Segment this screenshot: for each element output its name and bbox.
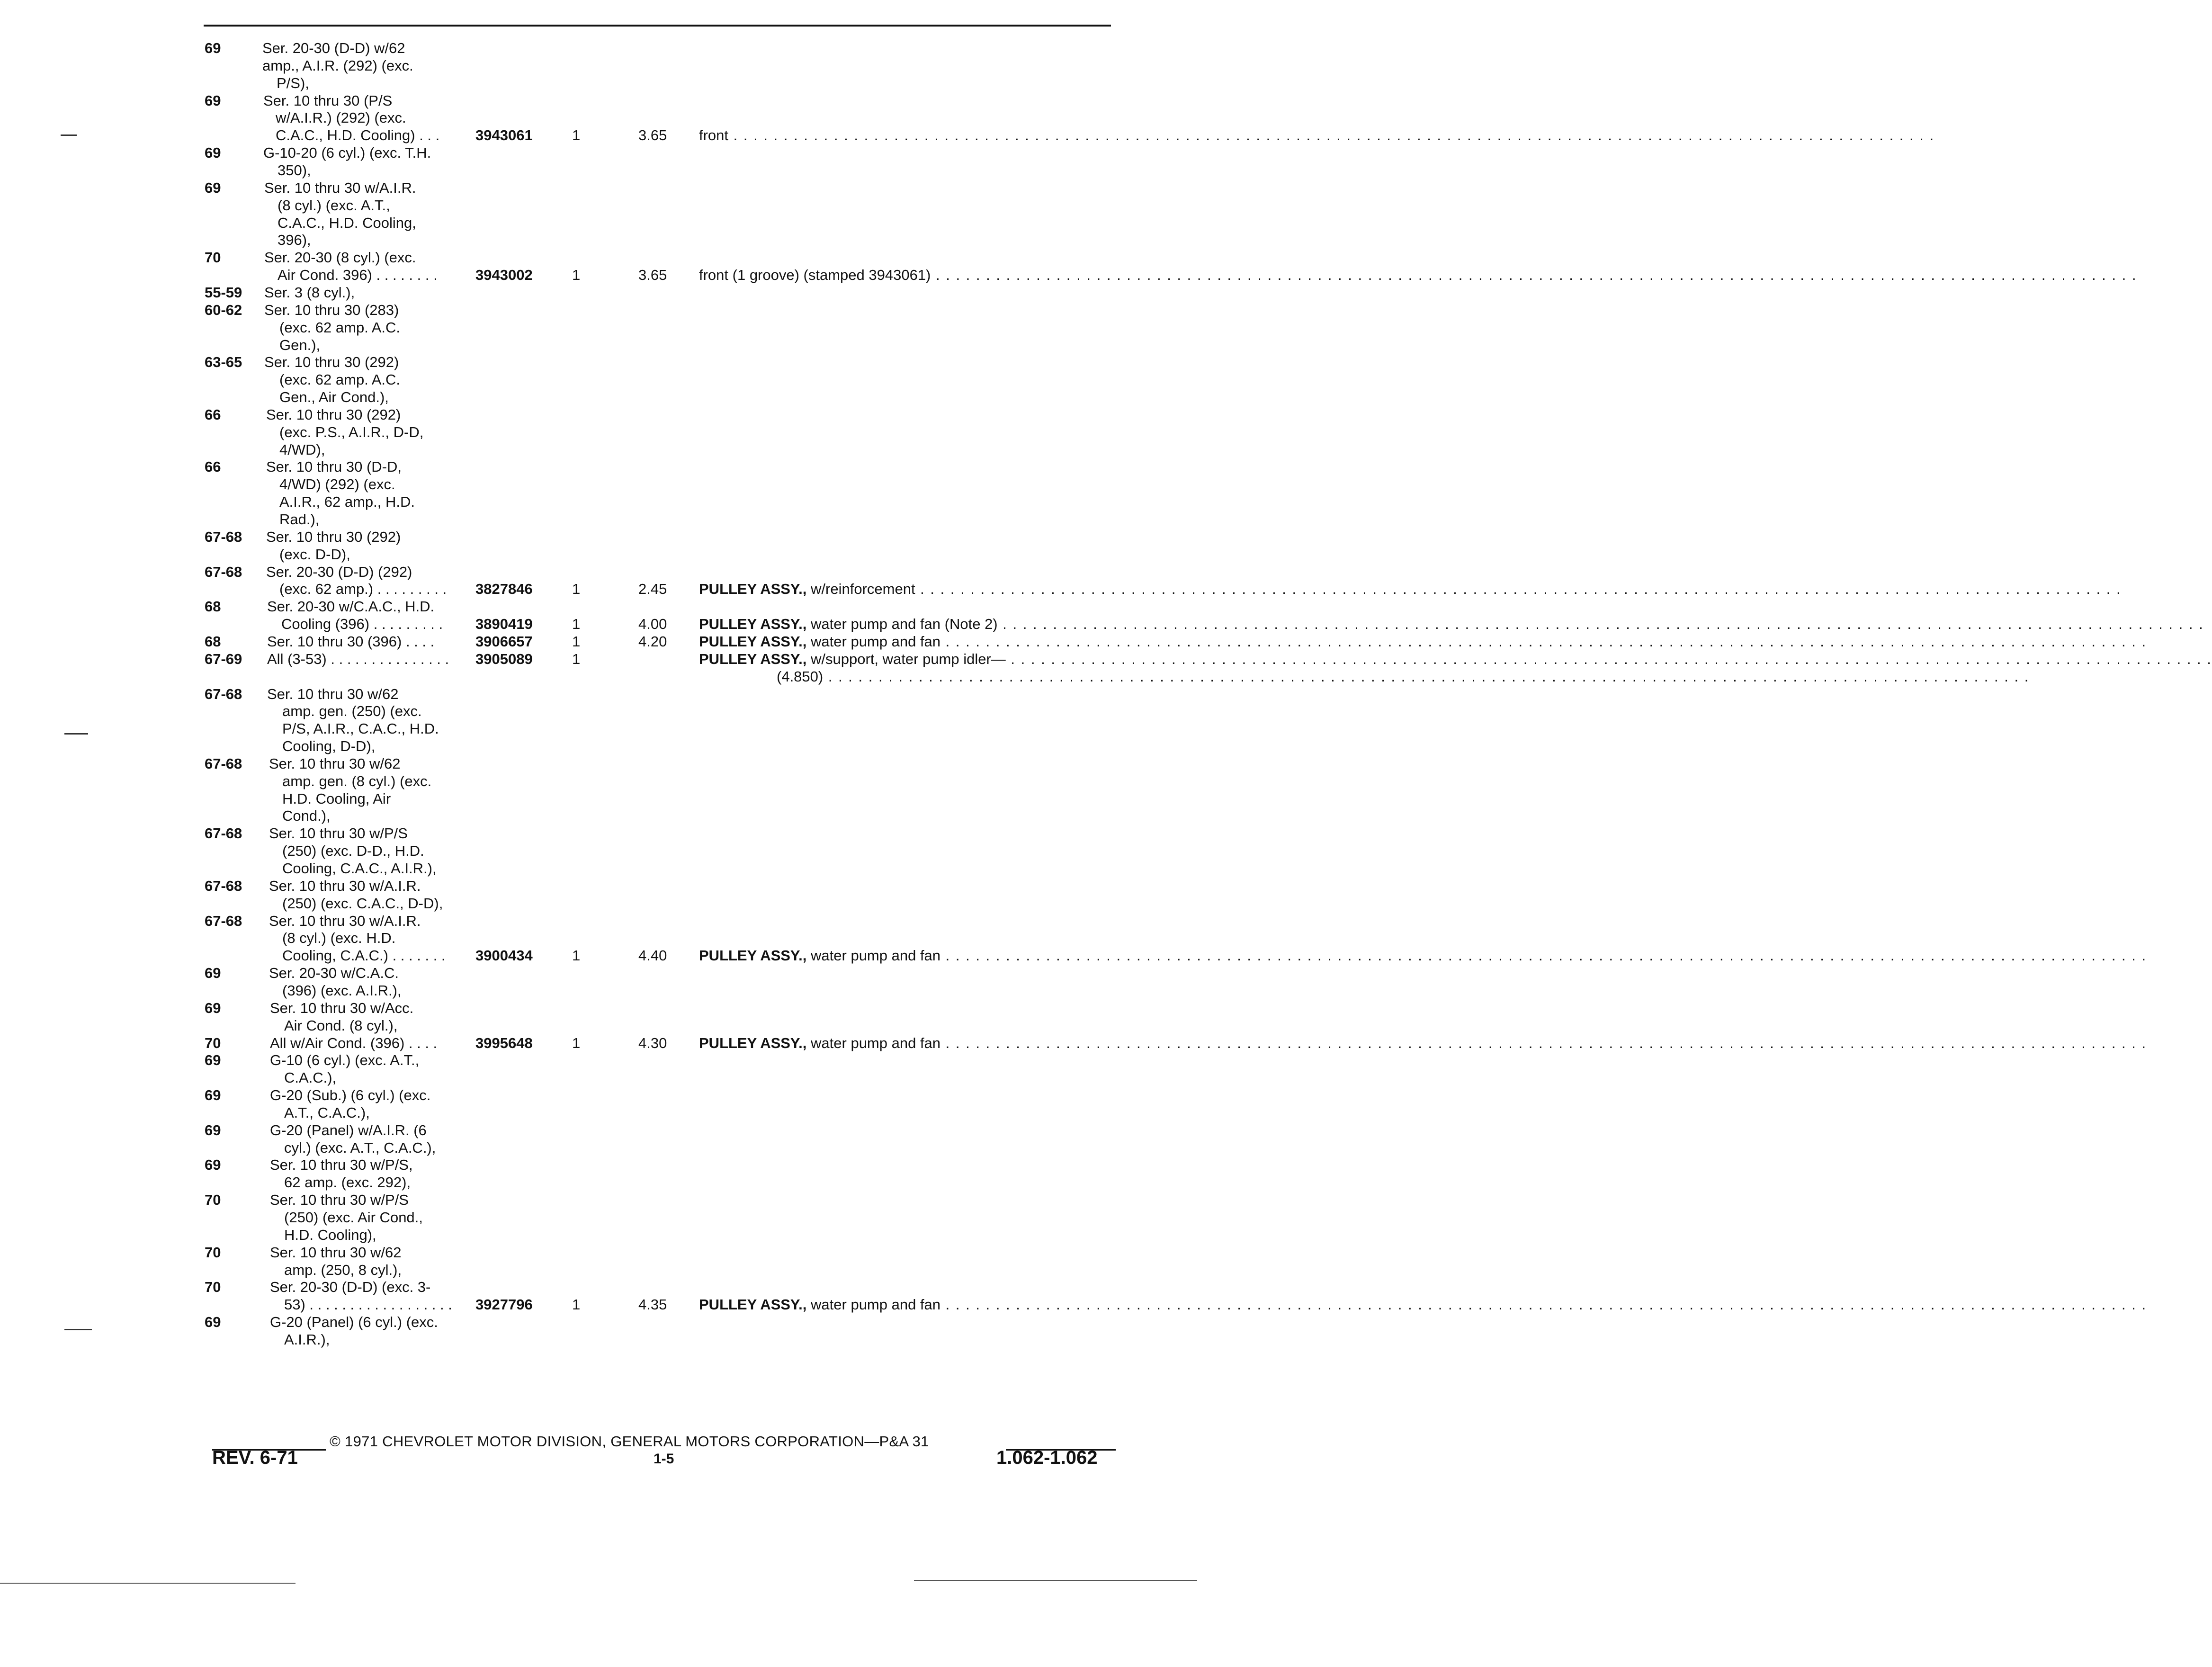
quantity: 1 bbox=[572, 650, 581, 667]
application-line bbox=[0, 476, 1197, 495]
application-text: Ser. 20-30 (D-D) w/62 bbox=[262, 40, 405, 56]
quantity: 1 bbox=[572, 633, 581, 650]
application-line bbox=[0, 703, 1197, 722]
model-year: 69 bbox=[205, 1087, 221, 1103]
application-line bbox=[0, 1279, 1197, 1298]
application-line bbox=[0, 337, 1197, 356]
copyright-line: © 1971 CHEVROLET MOTOR DIVISION, GENERAL MOTORS CORPORATION—P&A 31 bbox=[330, 1433, 929, 1450]
part-row bbox=[0, 947, 2147, 966]
dot-leader: . . . . . . . . . . . . . . . . . . . . . . . . . . . . . . . . . . . . . . . . . . . . . . . . . . . . . . . . . . . . . . . . . . . . . . . . . . . . . . . . . . . . . . . . . . . . . . . . . . . . . . . . . . . . . . . . . . . . . . . . bbox=[931, 267, 2137, 283]
part-name: PULLEY ASSY., bbox=[699, 616, 807, 632]
model-year: 67-68 bbox=[205, 912, 242, 929]
application-text: G-20 (Panel) w/A.I.R. (6 bbox=[270, 1121, 427, 1138]
quantity: 1 bbox=[572, 1034, 581, 1051]
part-name: PULLEY ASSY., bbox=[699, 1034, 807, 1051]
application-line bbox=[0, 197, 1197, 216]
application-text: Cooling, D-D), bbox=[282, 738, 376, 754]
application-text: Ser. 10 thru 30 (292) bbox=[266, 406, 401, 423]
application-line bbox=[0, 930, 1197, 949]
application-line bbox=[0, 773, 1197, 792]
application-line bbox=[0, 1156, 1197, 1175]
model-year: 67-68 bbox=[205, 685, 242, 702]
application-line bbox=[0, 1314, 1197, 1333]
application-text: C.A.C., H.D. Cooling, bbox=[278, 214, 416, 231]
application-line bbox=[0, 1174, 1197, 1193]
header-rule bbox=[204, 25, 1111, 27]
application-line bbox=[0, 92, 1197, 111]
part-row bbox=[0, 581, 2122, 600]
application-text: Cooling, C.A.C.) . . . . . . . bbox=[282, 947, 446, 964]
application-line bbox=[0, 354, 1197, 373]
application-text: Gen.), bbox=[279, 336, 321, 353]
part-description bbox=[699, 616, 2204, 633]
model-year: 69 bbox=[205, 1314, 221, 1331]
model-year: 67-68 bbox=[205, 755, 242, 772]
part-name: PULLEY ASSY., bbox=[699, 633, 807, 650]
price: 4.00 bbox=[638, 616, 667, 632]
application-line bbox=[0, 1244, 1197, 1263]
part-description bbox=[699, 947, 2147, 964]
application-text: Ser. 10 thru 30 (283) bbox=[264, 301, 399, 318]
part-number: 3943061 bbox=[475, 127, 533, 144]
application-line bbox=[0, 1227, 1197, 1246]
dot-leader: . . . . . . . . . . . . . . . . . . . . . . . . . . . . . . . . . . . . . . . . . . . . . . . . . . . . . . . . . . . . . . . . . . . . . . . . . . . . . . . . . . . . . . . . . . . . . . . . . . . . . . . . . . . . . . . . . . . . . . . . bbox=[823, 668, 2030, 685]
application-text: Ser. 10 thru 30 (292) bbox=[266, 528, 401, 545]
part-name: PULLEY ASSY., bbox=[699, 581, 807, 598]
dot-leader: . . . . . . . . . . . . . . . . . . . . . . . . . . . . . . . . . . . . . . . . . . . . . . . . . . . . . . . . . . . . . . . . . . . . . . . . . . . . . . . . . . . . . . . . . . . . . . . . . . . . . . . . . . . . . . . . . . . . . . . . bbox=[915, 581, 2122, 598]
application-text: 4/WD) (292) (exc. bbox=[279, 476, 395, 493]
application-line bbox=[0, 546, 1197, 565]
part-number: 3927796 bbox=[475, 1296, 533, 1313]
application-line bbox=[0, 389, 1197, 408]
application-text: (exc. 62 amp.) . . . . . . . . . bbox=[279, 581, 447, 598]
application-text: 350), bbox=[278, 161, 311, 179]
application-text: Ser. 10 thru 30 w/A.I.R. bbox=[269, 877, 421, 894]
application-text: Cooling (396) . . . . . . . . . bbox=[281, 616, 443, 632]
model-year: 67-69 bbox=[205, 650, 242, 667]
application-line bbox=[0, 860, 1197, 879]
description-text: water pump and fan bbox=[811, 633, 941, 650]
part-row bbox=[0, 650, 2212, 670]
quantity: 1 bbox=[572, 127, 581, 144]
application-text: (exc. P.S., A.I.R., D-D, bbox=[279, 423, 424, 440]
application-text: G-10 (6 cyl.) (exc. A.T., bbox=[270, 1052, 420, 1069]
application-line bbox=[0, 109, 1197, 128]
description-text: water pump and fan (Note 2) bbox=[811, 616, 998, 632]
application-text: Air Cond. 396) . . . . . . . . bbox=[278, 267, 438, 283]
application-line bbox=[0, 371, 1197, 390]
application-text: 396), bbox=[278, 232, 311, 249]
application-line bbox=[0, 1262, 1197, 1281]
part-number: 3827846 bbox=[475, 581, 533, 598]
description-text: (4.850) bbox=[777, 668, 824, 685]
application-line bbox=[0, 319, 1197, 338]
application-text: H.D. Cooling, Air bbox=[282, 790, 391, 807]
application-line bbox=[0, 75, 1197, 94]
model-year: 70 bbox=[205, 1244, 221, 1261]
model-year: 67-68 bbox=[205, 563, 242, 580]
part-row bbox=[0, 127, 1935, 146]
model-year: 69 bbox=[205, 1052, 221, 1069]
part-number: 3890419 bbox=[475, 616, 533, 632]
price: 4.40 bbox=[638, 947, 667, 964]
application-text: Ser. 10 thru 30 w/A.I.R. bbox=[269, 912, 421, 929]
application-text: (396) (exc. A.I.R.), bbox=[282, 982, 402, 999]
price: 2.45 bbox=[638, 581, 667, 598]
application-line bbox=[0, 668, 2030, 687]
application-line bbox=[0, 284, 1197, 303]
application-line bbox=[0, 1331, 1197, 1350]
application-text: Ser. 10 thru 30 w/P/S bbox=[269, 825, 408, 842]
application-text: A.T., C.A.C.), bbox=[284, 1104, 370, 1121]
model-year: 63-65 bbox=[205, 354, 242, 371]
application-line bbox=[0, 1087, 1197, 1106]
application-text: Ser. 3 (8 cyl.), bbox=[264, 284, 355, 301]
application-line bbox=[0, 179, 1197, 198]
application-line bbox=[0, 215, 1197, 233]
model-year: 69 bbox=[205, 1121, 221, 1138]
part-description bbox=[699, 581, 2122, 598]
part-description bbox=[699, 127, 1935, 144]
application-text: A.I.R.), bbox=[284, 1331, 330, 1348]
application-line bbox=[0, 144, 1197, 163]
application-text: Cond.), bbox=[282, 807, 331, 825]
model-year: 68 bbox=[205, 633, 221, 650]
dot-leader: . . . . . . . . . . . . . . . . . . . . . . . . . . . . . . . . . . . . . . . . . . . . . . . . . . . . . . . . . . . . . . . . . . . . . . . . . . . . . . . . . . . . . . . . . . . . . . . . . . . . . . . . . . . . . . . . . . . . . . . . bbox=[728, 127, 1935, 144]
application-text: Gen., Air Cond.), bbox=[279, 389, 389, 405]
application-text: amp., A.I.R. (292) (exc. bbox=[262, 57, 413, 74]
application-text: C.A.C.), bbox=[284, 1069, 337, 1086]
application-text: amp. gen. (250) (exc. bbox=[282, 703, 422, 720]
model-year: 70 bbox=[205, 249, 221, 266]
application-line bbox=[0, 1192, 1197, 1210]
revision-label: REV. 6-71 bbox=[212, 1447, 298, 1468]
model-year: 70 bbox=[205, 1192, 221, 1209]
model-year: 68 bbox=[205, 598, 221, 615]
application-text: cyl.) (exc. A.T., C.A.C.), bbox=[284, 1139, 436, 1156]
application-line bbox=[0, 842, 1197, 861]
application-text: H.D. Cooling), bbox=[284, 1226, 376, 1243]
application-line bbox=[0, 40, 1197, 59]
part-number: 3943002 bbox=[475, 267, 533, 283]
part-description bbox=[699, 1034, 2147, 1052]
application-line bbox=[0, 982, 1197, 1001]
application-text: Ser. 20-30 (8 cyl.) (exc. bbox=[264, 249, 416, 266]
bottom-scan-line bbox=[0, 1583, 296, 1584]
application-text: Ser. 10 thru 30 w/P/S bbox=[270, 1192, 409, 1209]
application-line bbox=[0, 807, 1197, 826]
application-text: All (3-53) . . . . . . . . . . . . . . . bbox=[267, 650, 449, 667]
model-year: 69 bbox=[205, 179, 221, 196]
application-text: Ser. 20-30 w/C.A.C., H.D. bbox=[267, 598, 435, 615]
part-number: 3906657 bbox=[475, 633, 533, 650]
application-line bbox=[0, 1139, 1197, 1158]
application-line bbox=[0, 564, 1197, 583]
application-text: amp. gen. (8 cyl.) (exc. bbox=[282, 772, 432, 789]
application-text: (8 cyl.) (exc. A.T., bbox=[278, 197, 390, 214]
application-line bbox=[0, 825, 1197, 844]
application-line bbox=[0, 302, 1197, 321]
part-description bbox=[699, 633, 2147, 650]
part-row bbox=[0, 616, 2204, 635]
part-row bbox=[0, 633, 2147, 652]
application-line bbox=[0, 1052, 1197, 1071]
model-year: 67-68 bbox=[205, 877, 242, 894]
quantity: 1 bbox=[572, 1296, 581, 1313]
model-year: 69 bbox=[205, 1156, 221, 1174]
model-year: 69 bbox=[205, 92, 221, 109]
application-text: Ser. 20-30 w/C.A.C. bbox=[269, 965, 399, 982]
application-text: Ser. 10 thru 30 (D-D, bbox=[266, 458, 402, 475]
application-line bbox=[0, 529, 1197, 547]
page-number: 1-5 bbox=[654, 1451, 674, 1467]
application-line bbox=[0, 878, 1197, 896]
application-line bbox=[0, 1017, 1197, 1036]
description-text: w/reinforcement bbox=[811, 581, 915, 598]
quantity: 1 bbox=[572, 947, 581, 964]
price: 4.30 bbox=[638, 1034, 667, 1051]
application-text: Ser. 20-30 (D-D) (292) bbox=[266, 563, 412, 580]
application-text: (exc. 62 amp. A.C. bbox=[279, 319, 400, 336]
application-text: G-20 (Sub.) (6 cyl.) (exc. bbox=[270, 1087, 431, 1103]
model-year: 66 bbox=[205, 406, 221, 423]
application-line bbox=[0, 232, 1197, 251]
part-name: PULLEY ASSY., bbox=[699, 650, 807, 667]
description-text: water pump and fan bbox=[811, 1034, 941, 1051]
application-line bbox=[0, 598, 1197, 617]
part-description bbox=[699, 267, 2137, 284]
application-text: (250) (exc. D-D., H.D. bbox=[282, 842, 424, 860]
dot-leader: . . . . . . . . . . . . . . . . . . . . . . . . . . . . . . . . . . . . . . . . . . . . . . . . . . . . . . . . . . . . . . . . . . . . . . . . . . . . . . . . . . . . . . . . . . . . . . . . . . . . . . . . . . . . . . . . . . . . . . . . bbox=[940, 1034, 2147, 1051]
description-text: front bbox=[699, 127, 729, 144]
application-text: Ser. 10 thru 30 w/P/S, bbox=[270, 1156, 413, 1174]
part-row bbox=[0, 1034, 2147, 1054]
description-text: w/support, water pump idler— bbox=[811, 650, 1006, 667]
application-text: (250) (exc. C.A.C., D-D), bbox=[282, 895, 443, 912]
dot-leader: . . . . . . . . . . . . . . . . . . . . . . . . . . . . . . . . . . . . . . . . . . . . . . . . . . . . . . . . . . . . . . . . . . . . . . . . . . . . . . . . . . . . . . . . . . . . . . . . . . . . . . . . . . . . . . . . . . . . . . . . bbox=[1005, 650, 2212, 667]
application-line bbox=[0, 738, 1197, 757]
model-year: 60-62 bbox=[205, 301, 242, 318]
application-text: Rad.), bbox=[279, 511, 320, 528]
quantity: 1 bbox=[572, 616, 581, 632]
part-description bbox=[699, 1296, 2147, 1313]
application-text: Ser. 10 thru 30 (396) . . . . bbox=[267, 633, 435, 650]
price: 4.20 bbox=[638, 633, 667, 650]
dot-leader: . . . . . . . . . . . . . . . . . . . . . . . . . . . . . . . . . . . . . . . . . . . . . . . . . . . . . . . . . . . . . . . . . . . . . . . . . . . . . . . . . . . . . . . . . . . . . . . . . . . . . . . . . . . . . . . . . . . . . . . . bbox=[940, 1296, 2147, 1313]
application-text: Ser. 10 thru 30 w/62 bbox=[267, 685, 399, 702]
application-line bbox=[0, 755, 1197, 774]
application-text: Ser. 10 thru 30 w/A.I.R. bbox=[264, 179, 416, 196]
application-line bbox=[0, 493, 1197, 512]
part-name: PULLEY ASSY., bbox=[699, 947, 807, 964]
application-text: P/S, A.I.R., C.A.C., H.D. bbox=[282, 720, 439, 737]
application-text: w/A.I.R.) (292) (exc. bbox=[276, 109, 406, 126]
model-year: 69 bbox=[205, 999, 221, 1016]
application-text: P/S), bbox=[277, 74, 309, 91]
application-text: A.I.R., 62 amp., H.D. bbox=[279, 493, 415, 511]
model-year: 66 bbox=[205, 458, 221, 475]
application-text: Ser. 10 thru 30 (292) bbox=[264, 354, 399, 371]
application-line bbox=[0, 249, 1197, 268]
part-description bbox=[777, 668, 2030, 685]
application-line bbox=[0, 1209, 1197, 1228]
price: 3.65 bbox=[638, 127, 667, 144]
application-text: (250) (exc. Air Cond., bbox=[284, 1209, 423, 1226]
application-line bbox=[0, 1069, 1197, 1088]
bottom-scan-line bbox=[914, 1580, 1197, 1581]
application-text: 62 amp. (exc. 292), bbox=[284, 1174, 411, 1191]
part-name: PULLEY ASSY., bbox=[699, 1296, 807, 1313]
section-number: 1.062-1.062 bbox=[996, 1447, 1098, 1468]
quantity: 1 bbox=[572, 267, 581, 283]
model-year: 67-68 bbox=[205, 825, 242, 842]
application-text: (exc. D-D), bbox=[279, 546, 350, 563]
application-line bbox=[0, 406, 1197, 425]
application-line bbox=[0, 458, 1197, 477]
part-description bbox=[699, 650, 2212, 668]
application-line bbox=[0, 1104, 1197, 1123]
application-line bbox=[0, 686, 1197, 705]
application-line bbox=[0, 965, 1197, 984]
application-text: G-20 (Panel) (6 cyl.) (exc. bbox=[270, 1314, 438, 1331]
application-text: Ser. 20-30 (D-D) (exc. 3- bbox=[270, 1279, 431, 1296]
application-line bbox=[0, 162, 1197, 181]
model-year: 69 bbox=[205, 965, 221, 982]
model-year: 55-59 bbox=[205, 284, 242, 301]
description-text: water pump and fan bbox=[811, 947, 941, 964]
application-text: Cooling, C.A.C., A.I.R.), bbox=[282, 860, 437, 877]
model-year: 69 bbox=[205, 144, 221, 161]
application-line bbox=[0, 790, 1197, 809]
application-text: All w/Air Cond. (396) . . . . bbox=[270, 1034, 438, 1051]
part-number: 3995648 bbox=[475, 1034, 533, 1051]
application-line bbox=[0, 720, 1197, 739]
application-text: Ser. 10 thru 30 w/62 bbox=[270, 1244, 402, 1261]
price: 3.65 bbox=[638, 267, 667, 283]
model-year: 67-68 bbox=[205, 528, 242, 545]
part-row bbox=[0, 1296, 2147, 1315]
application-text: Ser. 10 thru 30 w/62 bbox=[269, 755, 401, 772]
application-text: amp. (250, 8 cyl.), bbox=[284, 1261, 402, 1278]
price: 4.35 bbox=[638, 1296, 667, 1313]
application-line bbox=[0, 511, 1197, 530]
part-row bbox=[0, 267, 2137, 286]
description-text: front (1 groove) (stamped 3943061) bbox=[699, 267, 931, 283]
application-text: 4/WD), bbox=[279, 441, 325, 458]
application-line bbox=[0, 1122, 1197, 1141]
application-line bbox=[0, 895, 1197, 914]
application-line bbox=[0, 913, 1197, 932]
application-line bbox=[0, 441, 1197, 460]
description-text: water pump and fan bbox=[811, 1296, 941, 1313]
dot-leader: . . . . . . . . . . . . . . . . . . . . . . . . . . . . . . . . . . . . . . . . . . . . . . . . . . . . . . . . . . . . . . . . . . . . . . . . . . . . . . . . . . . . . . . . . . . . . . . . . . . . . . . . . . . . . . . . . . . . . . . . bbox=[940, 947, 2147, 964]
part-number: 3900434 bbox=[475, 947, 533, 964]
application-text: C.A.C., H.D. Cooling) . . . bbox=[276, 127, 440, 144]
application-text: Ser. 10 thru 30 w/Acc. bbox=[270, 999, 414, 1016]
application-line bbox=[0, 57, 1197, 76]
application-line bbox=[0, 1000, 1197, 1019]
application-text: (8 cyl.) (exc. H.D. bbox=[282, 930, 396, 947]
application-text: (exc. 62 amp. A.C. bbox=[279, 371, 400, 388]
application-text: Ser. 10 thru 30 (P/S bbox=[263, 92, 393, 109]
application-line bbox=[0, 424, 1197, 443]
application-text: G-10-20 (6 cyl.) (exc. T.H. bbox=[263, 144, 431, 161]
application-text: Air Cond. (8 cyl.), bbox=[284, 1017, 398, 1034]
quantity: 1 bbox=[572, 581, 581, 598]
model-year: 70 bbox=[205, 1034, 221, 1051]
dot-leader: . . . . . . . . . . . . . . . . . . . . . . . . . . . . . . . . . . . . . . . . . . . . . . . . . . . . . . . . . . . . . . . . . . . . . . . . . . . . . . . . . . . . . . . . . . . . . . . . . . . . . . . . . . . . . . . . . . . . . . . . bbox=[997, 616, 2204, 632]
application-text: 53) . . . . . . . . . . . . . . . . . . bbox=[284, 1296, 452, 1313]
model-year: 70 bbox=[205, 1279, 221, 1296]
model-year: 69 bbox=[205, 40, 221, 56]
part-number: 3905089 bbox=[475, 650, 533, 667]
dot-leader: . . . . . . . . . . . . . . . . . . . . . . . . . . . . . . . . . . . . . . . . . . . . . . . . . . . . . . . . . . . . . . . . . . . . . . . . . . . . . . . . . . . . . . . . . . . . . . . . . . . . . . . . . . . . . . . . . . . . . . . . bbox=[940, 633, 2147, 650]
